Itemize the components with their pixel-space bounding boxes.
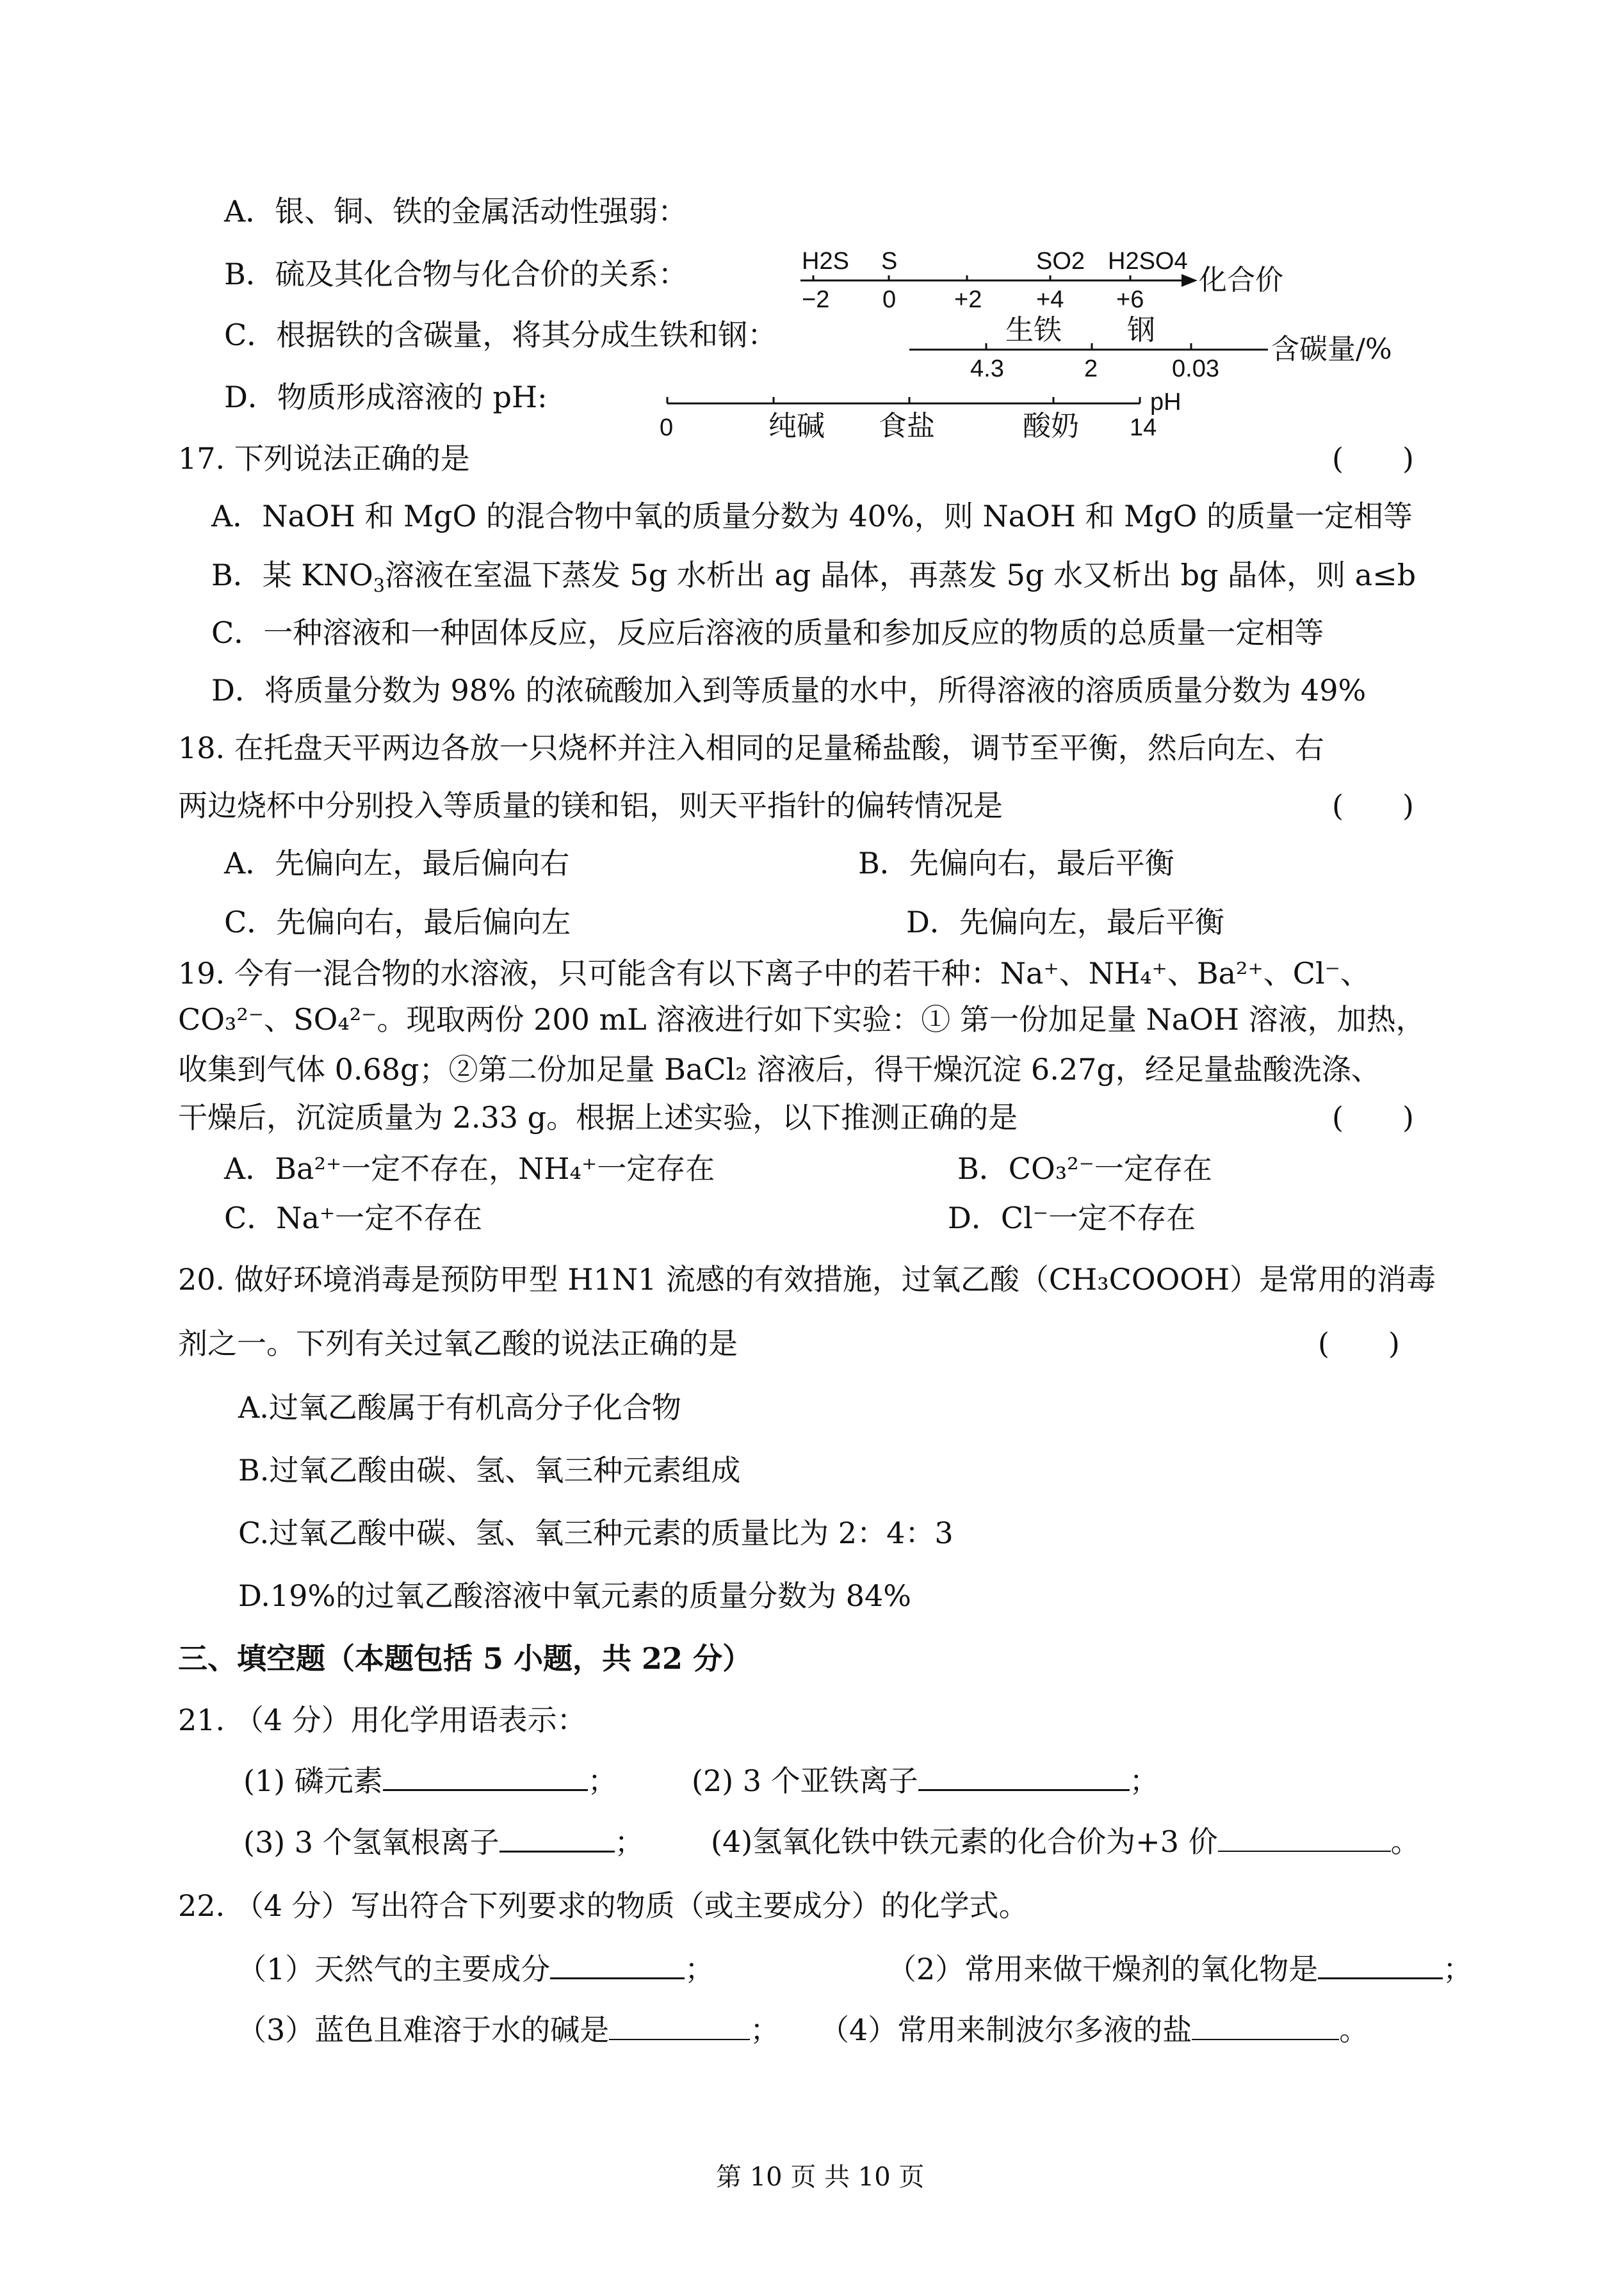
ph-14: 14 bbox=[1130, 414, 1157, 441]
q18-option-d: D．先偏向左，最后平衡 bbox=[906, 905, 1224, 939]
q21-part2-blank bbox=[918, 1761, 1130, 1791]
q21-part4-period: 。 bbox=[1390, 1824, 1420, 1859]
q22-part4-period: 。 bbox=[1339, 2013, 1369, 2047]
q22-part2-label: （2）常用来做干燥剂的氧化物是 bbox=[887, 1952, 1319, 1986]
diagram-carbon-content bbox=[897, 312, 1409, 383]
q21-part3-label: (3) 3 个氢氧根离子 bbox=[243, 1825, 499, 1860]
label-h2so4: H2SO4 bbox=[1108, 248, 1188, 275]
value-0: 0 bbox=[882, 286, 897, 313]
q22-part3-label: （3）蓝色且难溶于水的碱是 bbox=[237, 2013, 610, 2047]
ph-0: 0 bbox=[660, 414, 674, 441]
q21-part1-label: (1) 磷元素 bbox=[243, 1764, 383, 1798]
value-2: 2 bbox=[1084, 355, 1098, 382]
q22-part1-blank bbox=[550, 1949, 685, 1979]
ph-label-salt: 食盐 bbox=[879, 410, 935, 442]
q19-answer-paren: ( ) bbox=[1332, 1100, 1414, 1135]
q20-option-a: A.过氧乙酸属于有机高分子化合物 bbox=[238, 1390, 681, 1425]
q21-part4 bbox=[711, 1822, 1420, 1861]
q21-part2-semicolon: ； bbox=[1129, 1764, 1159, 1798]
q16-option-a: A．银、铜、铁的金属活动性强弱： bbox=[224, 194, 688, 229]
q21-part1-blank bbox=[383, 1761, 588, 1791]
q18-line1: 18. 在托盘天平两边各放一只烧杯并注入相同的足量稀盐酸，调节至平衡，然后向左、右 bbox=[178, 731, 1324, 765]
q21-part1 bbox=[243, 1761, 617, 1800]
q21-part1-semicolon: ； bbox=[587, 1764, 617, 1798]
q22-part1-label: （1）天然气的主要成分 bbox=[237, 1952, 551, 1986]
diagram-sulfur-valence bbox=[788, 243, 1313, 314]
value-plus2: +2 bbox=[954, 286, 982, 313]
label-so2: SO2 bbox=[1036, 248, 1085, 275]
axis-label-carbon: 含碳量/% bbox=[1271, 333, 1392, 366]
q16-option-b: B．硫及其化合物与化合价的关系： bbox=[224, 257, 688, 291]
q17-stem: 17. 下列说法正确的是 bbox=[178, 441, 470, 476]
diagram-ph-scale bbox=[653, 384, 1230, 442]
q21-part4-blank bbox=[1218, 1822, 1391, 1852]
q17-option-a: A．NaOH 和 MgO 的混合物中氧的质量分数为 40%，则 NaOH 和 MgO 的质量一定相等 bbox=[211, 499, 1413, 533]
q19-option-d: D．Cl⁻一定不存在 bbox=[948, 1201, 1196, 1235]
q17-option-b-sub: 3 bbox=[373, 575, 385, 597]
q22-part2 bbox=[887, 1949, 1472, 1988]
q21-part4-label: (4)氢氧化铁中铁元素的化合价为+3 价 bbox=[711, 1824, 1218, 1859]
q22-part1-semicolon: ； bbox=[685, 1952, 715, 1986]
q20-option-b: B.过氧乙酸由碳、氢、氧三种元素组成 bbox=[238, 1453, 741, 1488]
q19-option-b: B．CO₃²⁻一定存在 bbox=[957, 1151, 1212, 1186]
region-steel: 钢 bbox=[1127, 314, 1155, 346]
q17-option-b-post: 溶液在室温下蒸发 5g 水析出 ag 晶体，再蒸发 5g 水又析出 bg 晶体，则 a≤b bbox=[384, 558, 1417, 592]
q19-line4: 干燥后，沉淀质量为 2.33 g。根据上述实验，以下推测正确的是 bbox=[178, 1100, 1018, 1135]
q22-part2-semicolon: ； bbox=[1443, 1952, 1473, 1986]
region-pig-iron: 生铁 bbox=[1005, 314, 1062, 346]
q21-part3-semicolon: ； bbox=[614, 1825, 644, 1860]
label-s: S bbox=[881, 248, 898, 275]
value-plus4: +4 bbox=[1036, 286, 1064, 313]
q20-option-c: C.过氧乙酸中碳、氢、氧三种元素的质量比为 2：4：3 bbox=[238, 1516, 954, 1550]
q22-part4-blank bbox=[1192, 2011, 1339, 2040]
q17-option-c: C．一种溶液和一种固体反应，反应后溶液的质量和参加反应的物质的总质量一定相等 bbox=[211, 615, 1324, 650]
q17-option-d: D．将质量分数为 98% 的浓硫酸加入到等质量的水中，所得溶液的溶质质量分数为 49% bbox=[211, 673, 1367, 708]
q22-part3 bbox=[237, 2011, 779, 2049]
q21-stem: 21. （4 分）用化学用语表示： bbox=[178, 1703, 587, 1737]
q18-option-c: C．先偏向右，最后偏向左 bbox=[224, 905, 571, 939]
q22-part4-label: （4）常用来制波尔多液的盐 bbox=[820, 2013, 1192, 2047]
q16-option-d: D．物质形成溶液的 pH: bbox=[224, 380, 548, 414]
q18-option-a: A．先偏向左，最后偏向右 bbox=[224, 846, 570, 880]
q19-line2: CO₃²⁻、SO₄²⁻。现取两份 200 mL 溶液进行如下实验：① 第一份加足量 NaOH 溶液，加热， bbox=[178, 1002, 1425, 1037]
q18-answer-paren: ( ) bbox=[1332, 788, 1414, 823]
q21-part2 bbox=[692, 1761, 1159, 1800]
q19-line1: 19. 今有一混合物的水溶液，只可能含有以下离子中的若干种：Na⁺、NH₄⁺、Ba²⁺、Cl⁻、 bbox=[178, 956, 1370, 991]
q20-line1: 20. 做好环境消毒是预防甲型 H1N1 流感的有效措施，过氧乙酸（CH₃COOOH）是常用的消毒 bbox=[178, 1262, 1436, 1297]
q19-line3: 收集到气体 0.68g；②第二份加足量 BaCl₂ 溶液后，得干燥沉淀 6.27g，经足量盐酸洗涤、 bbox=[178, 1052, 1381, 1087]
q21-part2-label: (2) 3 个亚铁离子 bbox=[692, 1764, 918, 1798]
q18-line2: 两边烧杯中分别投入等质量的镁和铝，则天平指针的偏转情况是 bbox=[178, 788, 1003, 823]
q21-part3 bbox=[243, 1822, 644, 1861]
q21-part3-blank bbox=[499, 1822, 615, 1853]
q19-option-c: C．Na⁺一定不存在 bbox=[224, 1201, 483, 1235]
ph-label-yogurt: 酸奶 bbox=[1023, 410, 1079, 442]
q20-line2: 剂之一。下列有关过氧乙酸的说法正确的是 bbox=[178, 1326, 738, 1361]
q20-option-d: D.19%的过氧乙酸溶液中氧元素的质量分数为 84% bbox=[238, 1578, 911, 1613]
value-0-03: 0.03 bbox=[1172, 355, 1219, 382]
q19-option-a: A．Ba²⁺一定不存在，NH₄⁺一定存在 bbox=[224, 1151, 715, 1186]
value-minus2: −2 bbox=[802, 286, 830, 313]
q17-option-b bbox=[211, 556, 1417, 597]
ph-unit: pH bbox=[1150, 389, 1181, 416]
q17-option-b-pre: B．某 KNO bbox=[211, 558, 373, 592]
q22-part3-semicolon: ； bbox=[750, 2013, 780, 2047]
page-footer: 第 10 页 共 10 页 bbox=[716, 2162, 925, 2192]
value-plus6: +6 bbox=[1116, 286, 1144, 313]
q17-answer-paren: ( ) bbox=[1332, 441, 1414, 476]
q22-part4 bbox=[820, 2011, 1368, 2049]
q22-part2-blank bbox=[1318, 1949, 1443, 1979]
q22-stem: 22. （4 分）写出符合下列要求的物质（或主要成分）的化学式。 bbox=[178, 1888, 1028, 1923]
ph-label-soda: 纯碱 bbox=[768, 410, 825, 442]
value-4-3: 4.3 bbox=[970, 355, 1004, 382]
q16-option-c: C．根据铁的含碳量，将其分成生铁和钢： bbox=[224, 318, 777, 352]
axis-label-valence: 化合价 bbox=[1199, 264, 1283, 296]
label-h2s: H2S bbox=[802, 248, 849, 275]
q18-option-b: B．先偏向右，最后平衡 bbox=[858, 846, 1174, 880]
q20-answer-paren: ( ) bbox=[1318, 1326, 1400, 1361]
q22-part3-blank bbox=[609, 2011, 750, 2040]
section-fill-in-heading: 三、填空题（本题包括 5 小题，共 22 分） bbox=[178, 1641, 752, 1676]
q22-part1 bbox=[237, 1949, 714, 1988]
